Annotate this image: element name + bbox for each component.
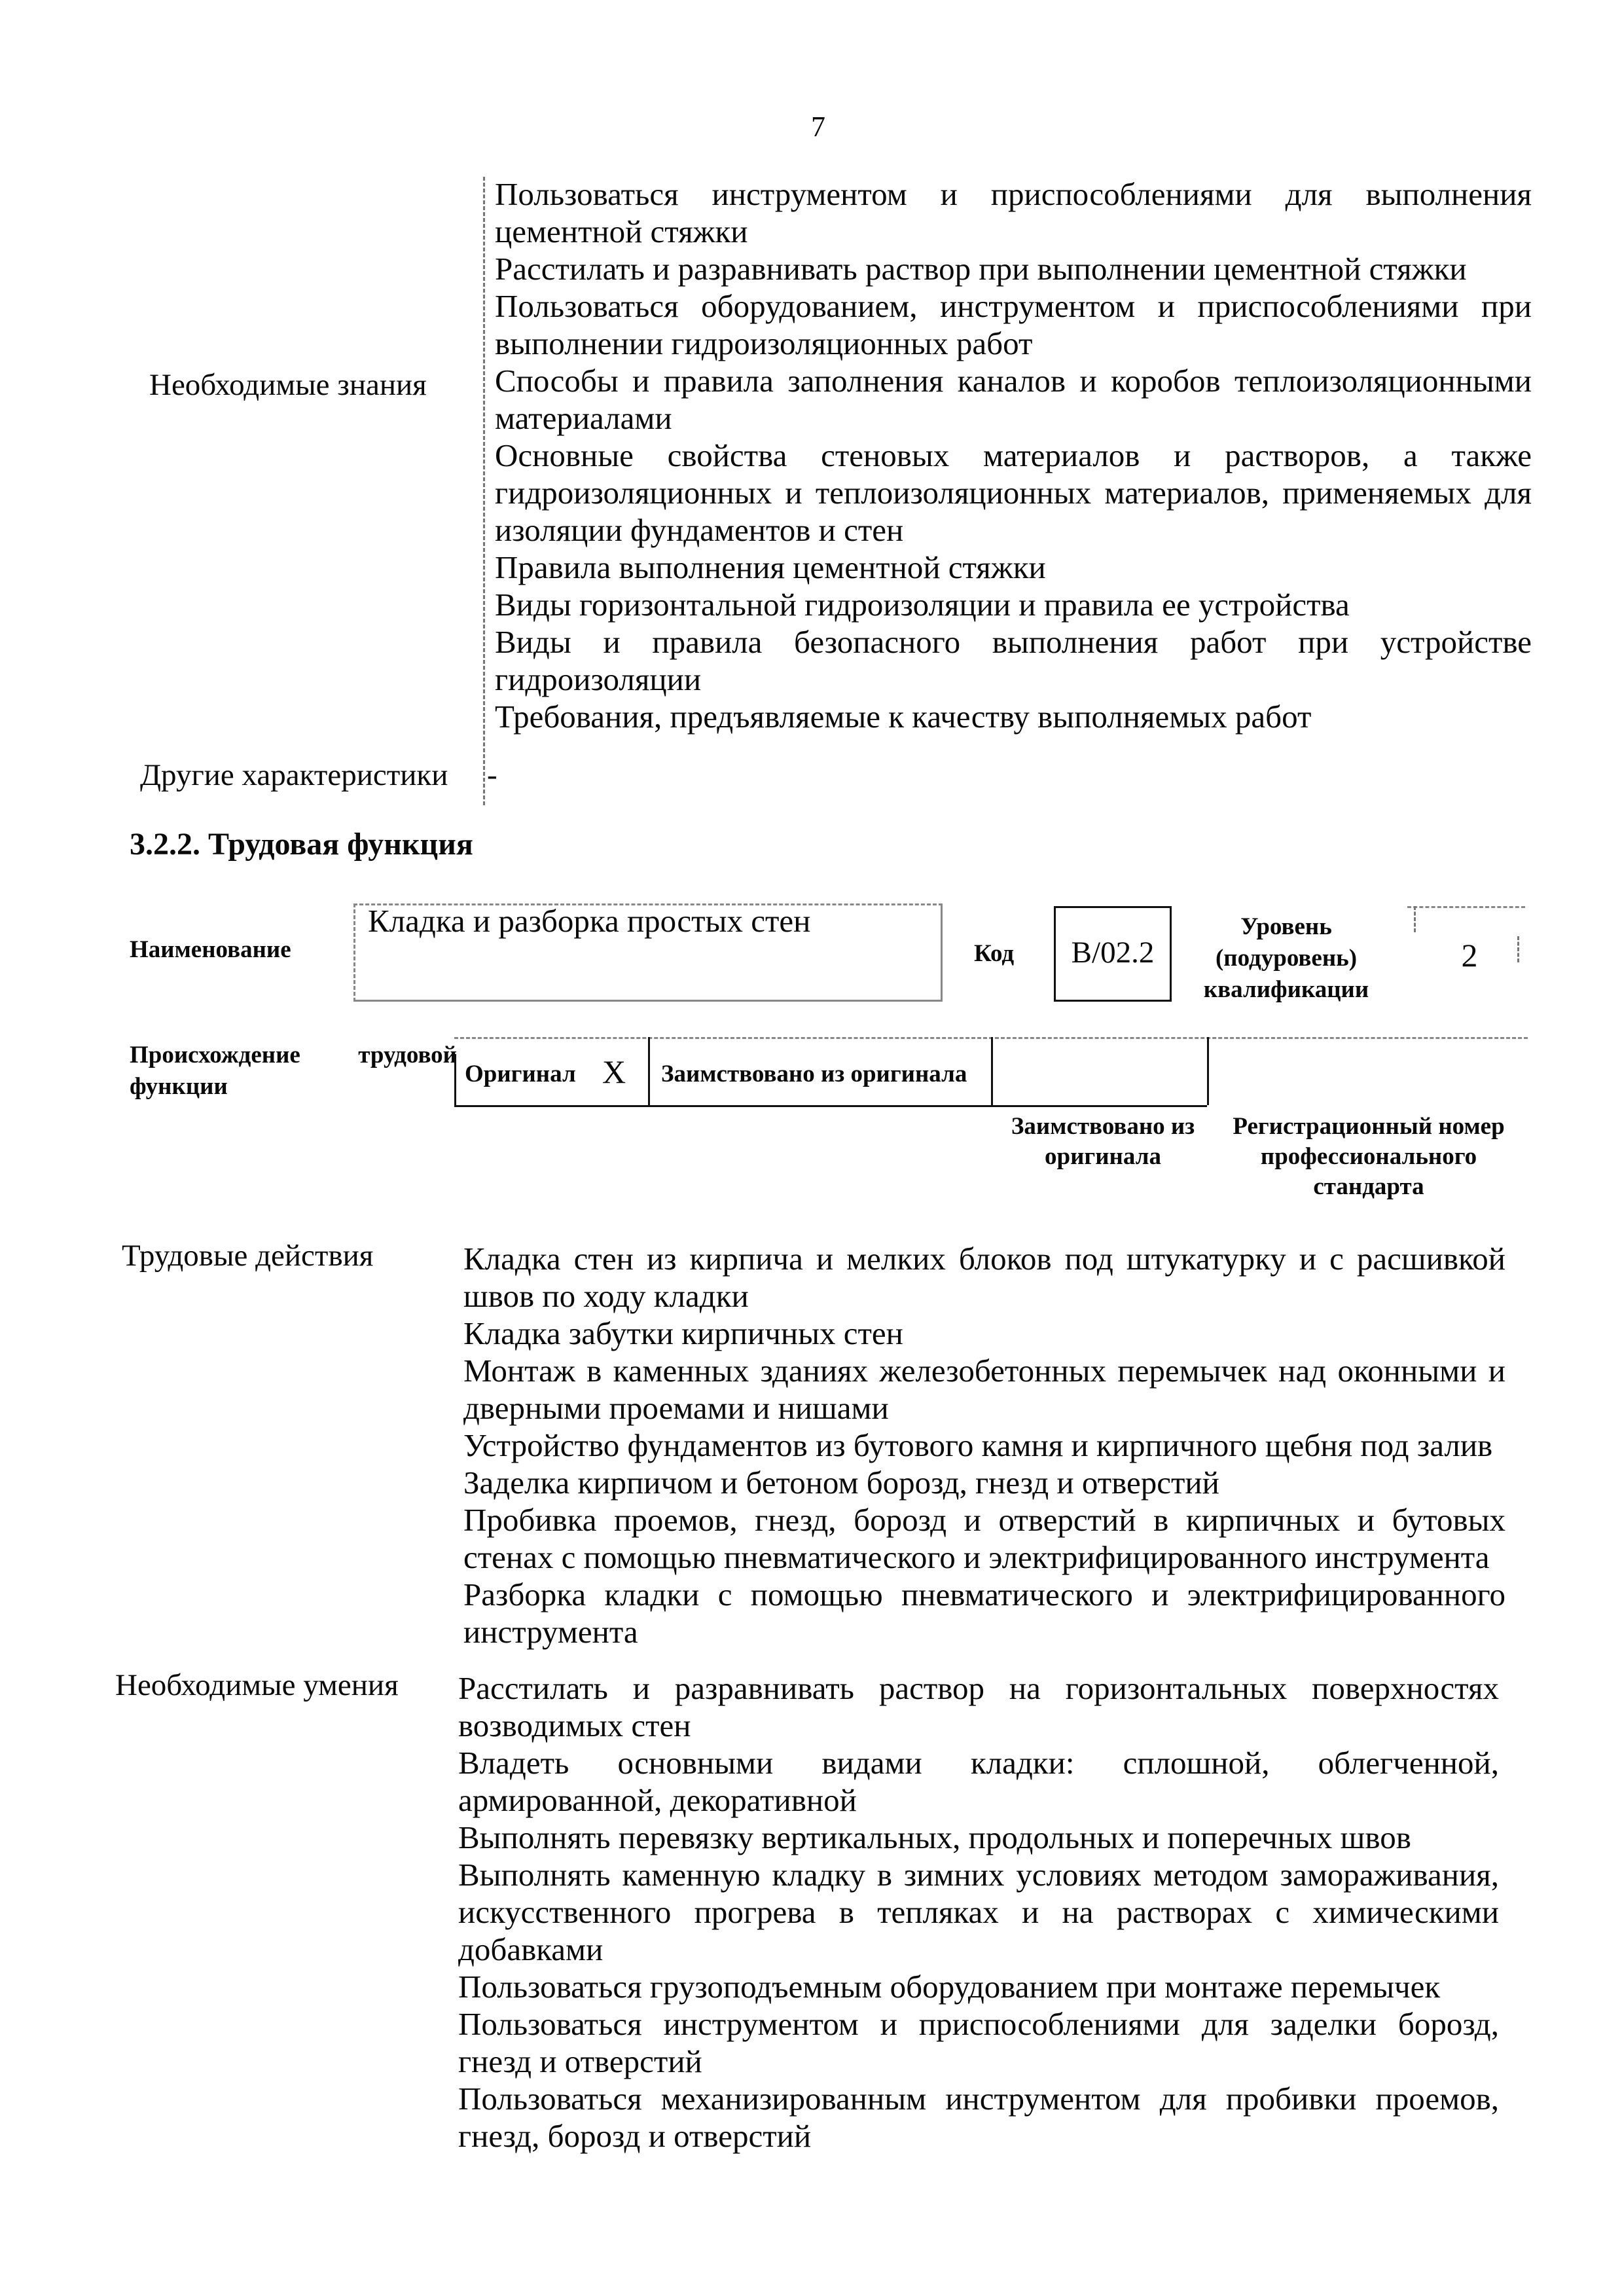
knowledge-label: Необходимые знания (149, 368, 427, 402)
level-label: Уровень (подуровень) квалификации (1203, 913, 1369, 1003)
labor-action-item: Кладка забутки кирпичных стен (463, 1315, 903, 1351)
column-divider (483, 177, 485, 805)
origin-label: Происхождение трудовой функции (130, 1042, 457, 1100)
original-label: Оригинал (465, 1061, 576, 1087)
origin-sep-1 (648, 1037, 650, 1105)
page-number: 7 (811, 111, 825, 143)
origin-sep-2 (991, 1037, 993, 1105)
name-value: Кладка и разборка простых стен (368, 903, 811, 939)
knowledge-item: Пользоваться оборудованием, инструментом и приспособлениями при выполнении гидроизоляционных работ (495, 288, 1532, 361)
knowledge-item: Виды горизонтальной гидроизоляции и правила ее устройства (495, 587, 1350, 623)
other-characteristics-label: Другие характеристики (140, 758, 448, 792)
original-mark: X (602, 1053, 626, 1090)
labor-action-item: Монтаж в каменных зданиях железобетонных перемычек над оконными и дверными проемами и нишами (463, 1353, 1505, 1426)
level-cell-left (1414, 906, 1416, 932)
knowledge-item: Основные свойства стеновых материалов и растворов, а также гидроизоляционных и теплоизоляционных материалов, применяемых для изоляции фундаментов и стен (495, 437, 1532, 548)
origin-left-line (454, 1054, 456, 1105)
knowledge-list (495, 175, 1532, 735)
name-label: Наименование (130, 936, 291, 963)
code-value: B/02.2 (1071, 936, 1155, 970)
skill-item: Пользоваться механизированным инструментом для пробивки проемов, гнезд, борозд и отверстий (458, 2081, 1499, 2154)
skills-label: Необходимые умения (115, 1668, 399, 1702)
other-characteristics-value: - (487, 758, 497, 792)
labor-action-item: Заделка кирпичом и бетоном борозд, гнезд и отверстий (463, 1465, 1219, 1501)
code-label: Код (974, 940, 1015, 967)
skill-item: Пользоваться инструментом и приспособлениями для заделки борозд, гнезд и отверстий (458, 2006, 1499, 2079)
labor-actions-label: Трудовые действия (122, 1239, 374, 1273)
knowledge-item: Требования, предъявляемые к качеству выполняемых работ (495, 699, 1312, 735)
labor-action-item: Кладка стен из кирпича и мелких блоков под штукатурку и с расшивкой швов по ходу кладки (463, 1241, 1505, 1314)
skill-item: Расстилать и разравнивать раствор на горизонтальных поверхностях возводимых стен (458, 1670, 1499, 1743)
level-value: 2 (1461, 937, 1478, 974)
skill-item: Выполнять каменную кладку в зимних условиях методом замораживания, искусственного прогрева в тепляках и на растворах с химическими добавками (458, 1857, 1499, 1967)
skills-list (458, 1669, 1499, 2155)
caption-reg-number: Регистрационный номер профессионального стандарта (1233, 1113, 1505, 1200)
labor-actions-list (463, 1240, 1505, 1650)
level-cell-right (1517, 936, 1519, 962)
level-cell-top (1407, 906, 1525, 908)
origin-sep-3 (1207, 1037, 1209, 1105)
skill-item: Владеть основными видами кладки: сплошной, облегченной, армированной, декоративной (458, 1745, 1499, 1818)
knowledge-item: Виды и правила безопасного выполнения работ при устройстве гидроизоляции (495, 624, 1532, 697)
origin-bottom-line (454, 1105, 1207, 1107)
knowledge-item: Пользоваться инструментом и приспособлениями для выполнения цементной стяжки (495, 176, 1532, 249)
knowledge-item: Расстилать и разравнивать раствор при выполнении цементной стяжки (495, 251, 1467, 287)
section-heading: 3.2.2. Трудовая функция (130, 827, 473, 862)
skill-item: Выполнять перевязку вертикальных, продольных и поперечных швов (458, 1819, 1411, 1855)
knowledge-item: Правила выполнения цементной стяжки (495, 549, 1046, 585)
skill-item: Пользоваться грузоподъемным оборудованием при монтаже перемычек (458, 1969, 1441, 2005)
borrowed-label: Заимствовано из оригинала (661, 1061, 967, 1087)
labor-action-item: Разборка кладки с помощью пневматического и электрифицированного инструмента (463, 1576, 1505, 1650)
knowledge-item: Способы и правила заполнения каналов и коробов теплоизоляционными материалами (495, 363, 1532, 436)
caption-borrowed: Заимствовано из оригинала (1011, 1113, 1195, 1170)
labor-action-item: Устройство фундаментов из бутового камня и кирпичного щебня под залив (463, 1427, 1493, 1463)
labor-action-item: Пробивка проемов, гнезд, борозд и отверстий в кирпичных и бутовых стенах с помощью пневматического и электрифицированного инструмента (463, 1502, 1505, 1575)
